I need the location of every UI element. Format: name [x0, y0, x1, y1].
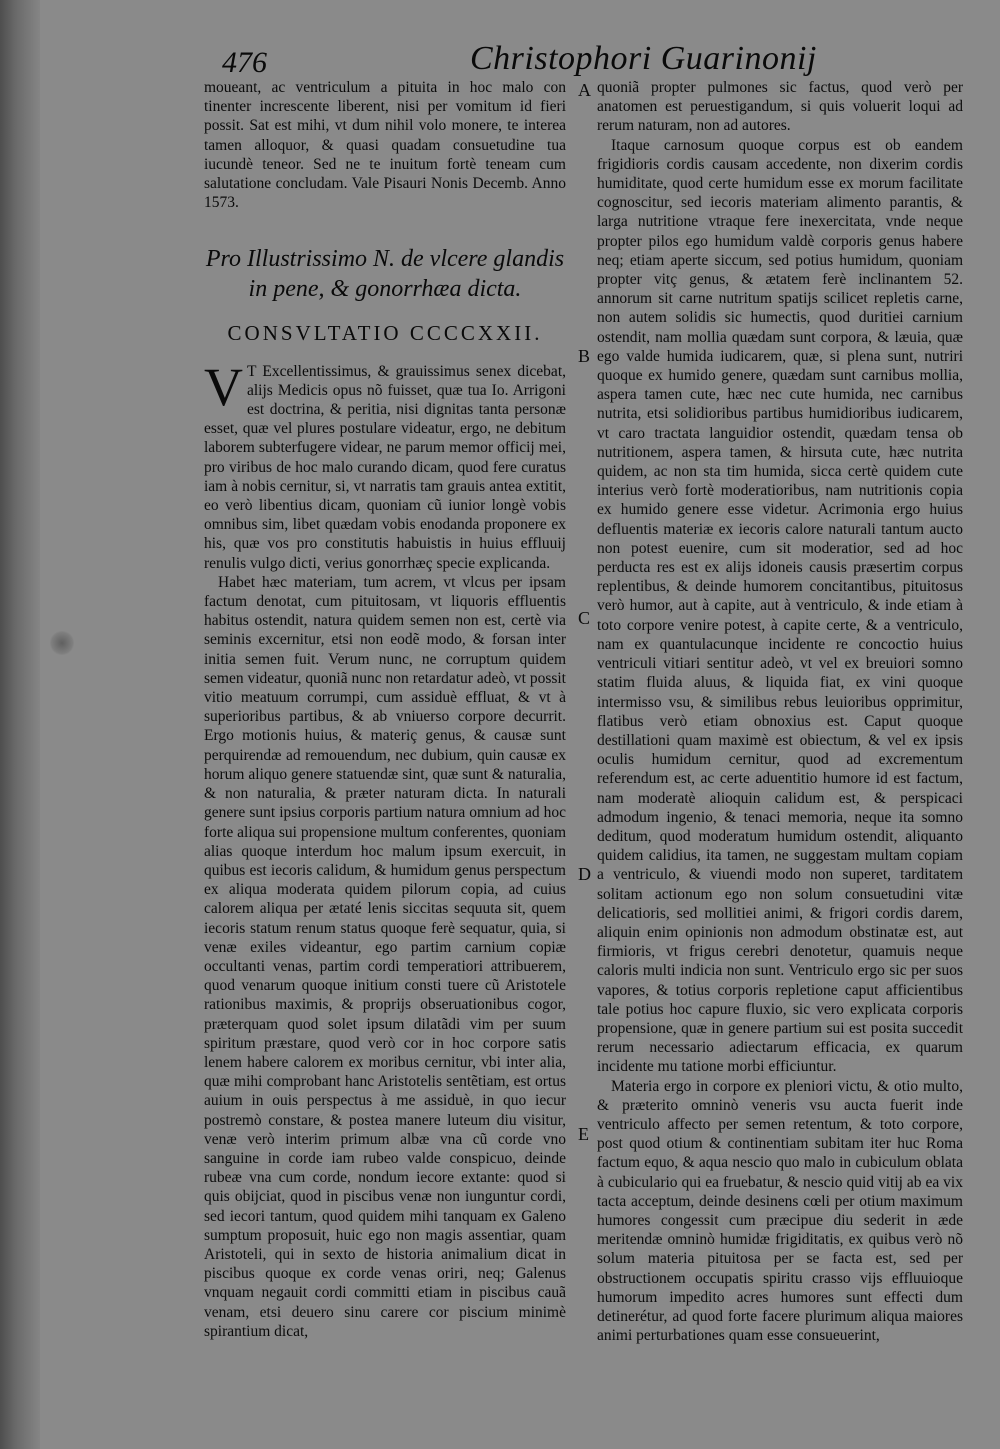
section-heading: Pro Illustrissimo N. de vlcere glandis in pene, & gonorrhæa dicta. [205, 246, 565, 303]
left-column [204, 78, 566, 1341]
continuation-paragraph: quoniã propter pulmones sic factus, quod verò per anatomen est peruestigandum, si quis voluerit loqui ad rerum naturam, non ad autores. [597, 79, 963, 135]
binding-gutter [0, 0, 40, 1449]
margin-marker-b: B [578, 346, 591, 366]
running-title: Christophori Guarinonij [470, 40, 817, 77]
ink-smudge [50, 630, 74, 656]
body-paragraph: Itaque carnosum quoque corpus est ob eandem frigidioris cordis causam accedente, non dixerim cordis humiditate, quod certe humidum esse ex morum facilitate cognoscitur, sed iecoris materiam alimento parantis, & larga nutritione vtraque fere inexercitata, vnde neque propter pilos ego humidum valdè corporis genus habere neq; etiam aperte siccum, sed potius humidum, quoniam propter vitç genus, & ætatem ferè inclinantem 52. annorum sit carne nutritum spatijs scilicet repletis carne, non autem solidis sic humectis, quod duritiei carnium ostendit, nam mollia quædam sunt corpora, & læuia, quæ ego valde humida iudicarem, quæ, si plena sunt, nutriri quoque ex humido genere, quædam sunt carnibus mollia, aspera tamen cute, hæc nec cute humida, nec carnibus nutrita, etsi solidioribus partibus humidioribus iudicarem, vt caro tractata languidior ostendit, quædam tensa ob nutritionem, aspera tamen, & hirsuta cute, hæc nutrita quidem, ac non sta tim humida, sicca certè quidem cute interius verò fortè moderatioribus, nam nutritionis copia ex humido genere esse videtur. Acrimonia ergo huius defluentis materiæ ex iecoris calore naturali tantum aucto non potest euenire, cum sit moderatior, sed ad hoc perducta res est ex alijs idoneis causis præsertim corpus replentibus, & deinde humorem concitantibus, pituitosus verò humor, aut à capite, aut à ventriculo, & inde etiam à toto corpore venire potest, à capite certe, & a ventriculo, nam ex quantulacunque incidente re concoctio huius ventriculi vitiari sentitur adeò, vt vel ex breuiori somno statim fluida aluus, & liquida fiat, ex vini quoque intermisso vsu, & similibus rebus leuioribus opprimitur, flatibus verò etiam obnoxius est. Caput quoque destillationi quam maximè est obiectum, & vel ex ipsis oculis humidum cernitur, quod ad excrementum referendum est, ac certe aduentitio humore id est factum, nam moderatè alioquin calidum est, & perspicaci admodum ingenio, & tenaci memoria, neque ita somno deditum, quod moderatum humidum ostendit, aliquanto quidem calidius, ita tamen, ne suggestam multam copiam a ventriculo, & viuendi modo non superet, tarditatem solitam actionum ego non solum consuetudini vitæ delicatioris, sed mollitiei animi, & frigori cordis darem, aliquin enim opinionis non admodum obstinatæ est, aut firmioris, vt frigus cerebri denotetur, quamuis neque caloris multi indicia non sunt. Ventriculo ergo sic per suos vapores, & totius corporis repletione caput afficientibus tale potius hoc capure fluxio, sic vero explicata corporis propensione, quæ in genere partium sui est posita succedit rerum necessario adiectarum efficacia, ex quarum incidente mu tatione morbi efficiuntur. [597, 136, 963, 1076]
letter-closing-paragraph: moueant, ac ventriculum a pituita in hoc malo con tinenter increscente liberent, nisi per vomitum id fieri possit. Sat est mihi, vt dum nihil volo monere, te interea tamen alloquor, & quasi quadam consuetudine tua iucundè teneor. Sed ne te inuitum fortè teneam cum salutatione concludam. Vale Pisauri Nonis Decemb. Anno 1573. [204, 79, 566, 212]
opening-paragraph-text: T Excellentissimus, & grauissimus senex dicebat, alijs Medicis opus nõ fuisset, quæ tua Io. Arrigoni est doctrina, & peritia, nisi dignitas tanta personæ esset, quæ vel plures postulare videatur, ergo, ne debitum laborem subterfugere videar, ne parum memor officij mei, pro viribus de hoc malo curando dicam, quod fere curatus iam à nobis cernitur, si, vt narratis tam grauis antea extitit, eo verò libentius dicam, quoniam cũ iunior longè vobis omnibus sim, libet quædam vobis enodanda proponere ex his, quæ vos pro constitutis habuistis in huius effluuij renulis vulgo dicti, verius gonorrhæç specie explicanda. [204, 362, 566, 572]
consultation-number: CONSVLTATIO CCCCXXII. [227, 321, 543, 346]
margin-marker-a: A [578, 80, 591, 100]
drop-cap: V [204, 356, 243, 417]
right-column [597, 78, 963, 1345]
body-paragraph: Materia ergo in corpore ex pleniori victu, & otio multo, & præterito omninò veneris vsu aucta fuerit inde ventriculo affecto per semen retentum, & toto corpore, post quod otium & continentiam subitam iter huc Roma factum equo, & aqua nescio quo malo in cubiculum oblata à cubiculario qui ea fruebatur, & nescio quid vitij ab ea vix tacta acceptum, deinde desinens cœli per otium maximum humores congessit cum præcipue diu sederit in æde meritendæ omninò humidæ frigiditatis, ex quibus verò nõ solum materia pituitosa per se facta est, sed per obstructionem occupatis spiritu crasso vijs effluuioque humorum impedito acres humores sunt effecti dum detinerétur, ad quod forte facere plurimum aliqua maiores animi perturbationes quam esse consueuerint, [597, 1077, 963, 1345]
margin-marker-d: D [578, 864, 591, 884]
margin-marker-e: E [578, 1124, 589, 1144]
consultation-opening-paragraph [204, 356, 566, 573]
page-number: 476 [222, 46, 267, 79]
margin-marker-c: C [578, 608, 591, 628]
body-paragraph: Habet hæc materiam, tum acrem, vt vlcus per ipsam factum denotat, cum pituitosam, vt liquoris effluentis habitus ostendit, natura quidem semen non est, certè via seminis excernitur, etsi non eodẽ modo, & forsan inter initia semen fuit. Verum nunc, ne corruptum quidem semen videatur, quoniã nunc non retardatur adeò, vt possit vitio meatuum corrumpi, cum assiduè effluat, & vt à superioribus partibus, & ab vniuerso corpore decurrit. Ergo motionis huius, & materiç genus, & causæ sunt perquirendæ ad remouendum, nec dubium, quin causæ ex horum aliquo genere statuendæ sint, quæ sunt & naturalia, & non naturalia, & præter naturam dicta. In naturali genere sunt ipsius corporis partium natura omnium ad hoc forte aliqua sui propensione multum conferentes, quoniam alias quoque interdum hoc malum ipsum exercuit, in quibus est iecoris calidum, & humidum genus perspectum ex aliqua moderata quidem pilorum copia, ad cuius calorem aliqua per ætaté lenis siccitas sequuta sit, quem iecoris statum renum status quoque ferè sequatur, quia, si venæ exiles videantur, ego partim carnium copiæ occultanti venas, partim cordi temperatiori attribuerem, quod venarum quoque initium consti tuere cũ Aristotele rationibus maximis, & proprijs obseruationibus cogor, præterquam quod solet ipsum dilatãdi vim per suum spiritum præstare, quod verò cor in hoc corpore satis lenem habere calorem ex moribus cernitur, vbi inter alia, quæ mihi comprobant hanc Aristotelis sentẽtiam, est ortus auium in ouis perspectus à me assiduè, in quo iecur postremò constare, & postea manere luteum diu visitur, venæ verò interim primum albæ vna cũ corde vno sanguine in corde iam rubeo valde conspicuo, deinde rubeæ vna cum corde, nondum iecore extante: quod si quis obijciat, quod in piscibus venæ non iunguntur cordi, sed iecori tantum, quod quidem mihi tanquam ex Galeno sumptum proposuit, huic ego non magis assentiar, quam Aristoteli, qui in sexto de historia animalium dicat in piscibus quoque ex corde venas oriri, neq; Galenus vnquam negauit cordi committi etiam in piscibus cauã venam, etsi deuero sinu carere cor piscium minimè spirantium dicat, [204, 573, 567, 1340]
